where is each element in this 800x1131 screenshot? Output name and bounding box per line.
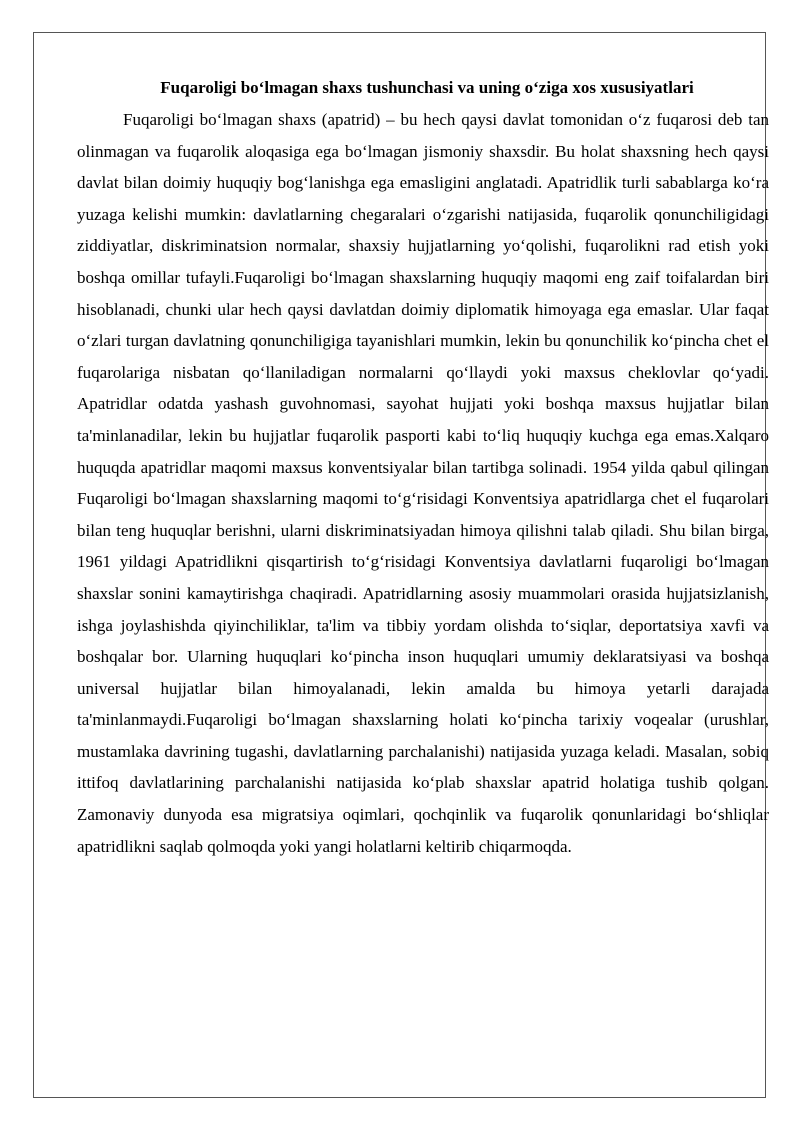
document-title: Fuqaroligi bo‘lmagan shaxs tushunchasi va uning o‘ziga xos xususiyatlari <box>160 78 694 97</box>
document-content <box>77 75 769 862</box>
document-paragraph: Fuqaroligi bo‘lmagan shaxs (apatrid) – bu hech qaysi davlat tomonidan o‘z fuqarosi deb tan olinmagan va fuqarolik aloqasiga ega bo‘lmagan jismoniy shaxsdir. Bu holat shaxsning hech qaysi davlat bilan doimiy huquqiy bog‘lanishga ega emasligini anglatadi. Apatridlik turli sabablarga ko‘ra yuzaga kelishi mumkin: davlatlarning chegaralari o‘zgarishi natijasida, fuqarolik qonunchiligidagi ziddiyatlar, diskriminatsion normalar, shaxsiy hujjatlarning yo‘qolishi, fuqarolikni rad etish yoki boshqa omillar tufayli.Fuqaroligi bo‘lmagan shaxslarning huquqiy maqomi eng zaif toifalardan biri hisoblanadi, chunki ular hech qaysi davlatdan doimiy diplomatik himoyaga ega emaslar. Ular faqat o‘zlari turgan davlatning qonunchiligiga tayanishlari mumkin, lekin bu qonunchilik ko‘pincha chet el fuqarolariga nisbatan qo‘llaniladigan normalarni qo‘llaydi yoki maxsus cheklovlar qo‘yadi. Apatridlar odatda yashash guvohnomasi, sayohat hujjati yoki boshqa maxsus hujjatlar bilan ta'minlanadilar, lekin bu hujjatlar fuqarolik pasporti kabi to‘liq huquqiy kuchga ega emas.Xalqaro huquqda apatridlar maqomi maxsus konventsiyalar bilan tartibga solinadi. 1954 yilda qabul qilingan Fuqaroligi bo‘lmagan shaxslarning maqomi to‘g‘risidagi Konventsiya apatridlarga chet el fuqarolari bilan teng huquqlar berishni, ularni diskriminatsiyadan himoya qilishni talab qiladi. Shu bilan birga, 1961 yildagi Apatridlikni qisqartirish to‘g‘risidagi Konventsiya davlatlarni fuqaroligi bo‘lmagan shaxslar sonini kamaytirishga chaqiradi. Apatridlarning asosiy muammolari orasida hujjatsizlanish, ishga joylashishda qiyinchiliklar, ta'lim va tibbiy yordam olishda to‘siqlar, deportatsiya xavfi va boshqalar bor. Ularning huquqlari ko‘pincha inson huquqlari umumiy deklaratsiyasi va boshqa universal hujjatlar bilan himoyalanadi, lekin amalda bu himoya yetarli darajada ta'minlanmaydi.Fuqaroligi bo‘lmagan shaxslarning holati ko‘pincha tarixiy voqealar (urushlar, mustamlaka davrining tugashi, davlatlarning parchalanishi) natijasida yuzaga keladi. Masalan, sobiq ittifoq davlatlarining parchalanishi natijasida ko‘plab shaxslar apatrid holatiga tushib qolgan. Zamonaviy dunyoda esa migratsiya oqimlari, qochqinlik va fuqarolik qonunlaridagi bo‘shliqlar apatridlikni saqlab qolmoqda yoki yangi holatlarni keltirib chiqarmoqda. <box>77 110 769 856</box>
